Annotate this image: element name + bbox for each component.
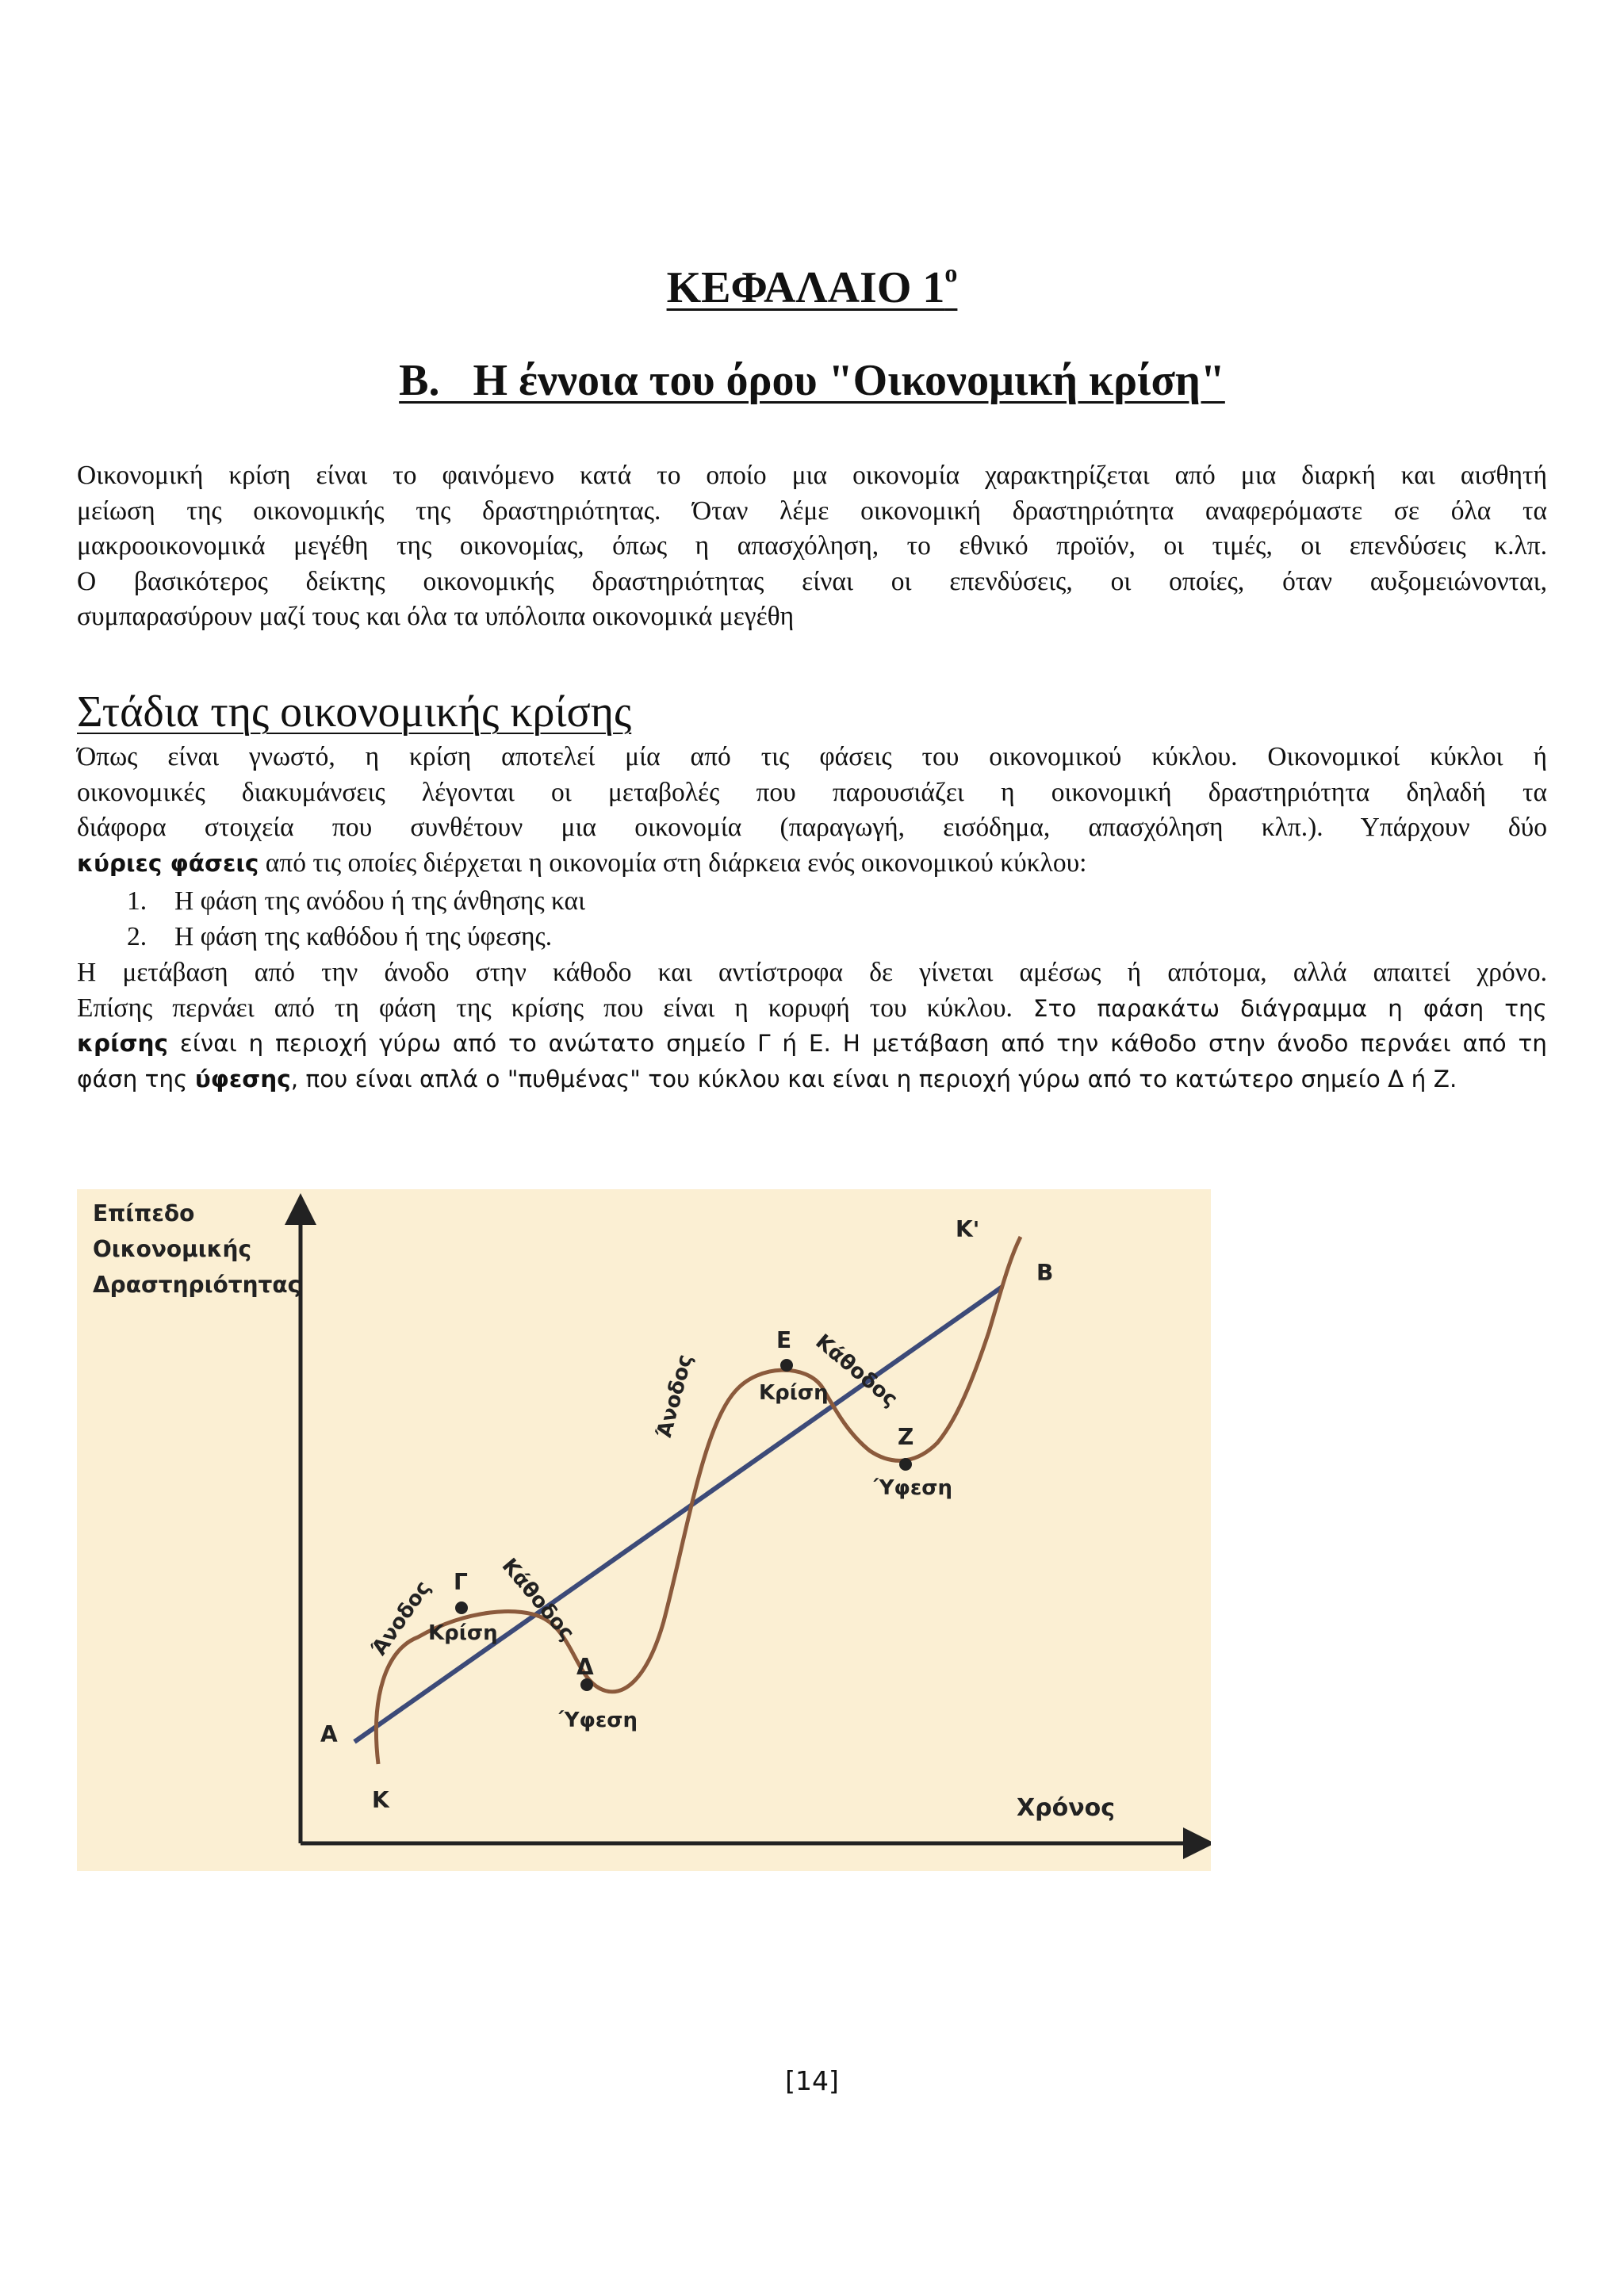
transition-line4-pre: φάση της [77, 1065, 195, 1093]
label-g: Γ [454, 1569, 468, 1595]
crisis-bold: κρίσης [77, 1030, 169, 1057]
main-phases-bold: κύριες φάσεις [77, 849, 259, 877]
transition-sans-part: Στο παρακάτω διάγραμμα η φάση της [1012, 994, 1547, 1022]
label-e: Ε [776, 1327, 792, 1353]
transition-line [77, 1062, 1547, 1097]
list-number: 2. [127, 921, 147, 951]
phases-list [127, 884, 585, 955]
label-k-prime: Κ' [956, 1216, 980, 1242]
point-d-marker [580, 1678, 593, 1691]
business-cycle-diagram [77, 1189, 1211, 1871]
recession-bold: ύφεσης [194, 1065, 291, 1093]
intro-line: συμπαρασύρουν μαζί τους και όλα τα υπόλοιπα οικονομικά μεγέθη [77, 602, 795, 631]
stages-line: Όπως είναι γνωστό, η κρίση αποτελεί μία από τις φάσεις του οικονομικού κύκλου. Οικονομικοί κύκλοι ή [77, 742, 1547, 771]
y-axis-title-line: Οικονομικής [93, 1236, 252, 1262]
label-d: Δ [576, 1654, 594, 1680]
section-title: Β. Η έννοια του όρου "Οικονομική κρίση" [399, 356, 1225, 405]
page-number: [14] [785, 2065, 839, 2096]
label-yfesi-2: Ύφεση [874, 1476, 953, 1500]
business-cycle-figure [77, 1189, 1211, 1871]
transition-paragraph [77, 955, 1547, 1096]
label-yfesi-1: Ύφεση [559, 1709, 638, 1732]
transition-line3-rest: είναι η περιοχή γύρω από το ανώτατο σημείο Γ ή Ε. Η μετάβαση από την κάθοδο στην άνοδο περνάει από τη [168, 1030, 1547, 1057]
list-item [127, 920, 585, 955]
y-axis-title-line: Επίπεδο [93, 1200, 195, 1226]
stages-line: διάφορα στοιχεία που συνθέτουν μια οικονομία (παραγωγή, εισόδημα, απασχόληση κλπ.). Υπάρχουν δύο [77, 813, 1547, 842]
chapter-heading [0, 258, 1624, 315]
label-anodos-1: Άνοδος [367, 1576, 436, 1661]
transition-line4-rest: , που είναι απλά ο "πυθμένας" του κύκλου και είναι η περιοχή γύρω από το κατώτερο σημείο Δ ή Ζ. [290, 1065, 1457, 1093]
label-k: Κ [372, 1787, 389, 1813]
label-kathodos-2: Κάθοδος [810, 1330, 902, 1412]
list-text: Η φάση της καθόδου ή της ύφεσης. [174, 921, 553, 951]
label-anodos-2: Άνοδος [652, 1352, 698, 1441]
point-g-marker [455, 1601, 468, 1614]
list-item [127, 884, 585, 920]
intro-line: μακροοικονομικά μεγέθη της οικονομίας, όπως η απασχόληση, το εθνικό προϊόν, οι τιμές, οι επενδύσεις κ.λπ. [77, 531, 1547, 561]
y-axis-title-line: Δραστηριότητας [93, 1272, 301, 1298]
chapter-title: ΚΕΦΑΛΑΙΟ 1 [666, 263, 945, 312]
intro-line: μείωση της οικονομικής της δραστηριότητας. Όταν λέμε οικονομική δραστηριότητα αναφερόμαστε σε όλα τα [77, 496, 1547, 526]
label-z: Ζ [898, 1424, 914, 1450]
transition-line [77, 1026, 1547, 1062]
stages-line: οικονομικές διακυμάνσεις λέγονται οι μεταβολές που παρουσιάζει η οικονομική δραστηριότητα δηλαδή τα [77, 777, 1547, 807]
stages-line-rest: από τις οποίες διέρχεται η οικονομία στη διάρκεια ενός οικονομικού κύκλου: [259, 848, 1087, 878]
transition-line: Η μετάβαση από την άνοδο στην κάθοδο και αντίστροφα δε γίνεται αμέσως ή απότομα, αλλά απαιτεί χρόνο. [77, 958, 1547, 987]
chapter-superscript: ο [944, 258, 958, 287]
list-number: 1. [127, 886, 147, 916]
stages-heading: Στάδια της οικονομικής κρίσης [77, 687, 632, 737]
transition-line [77, 991, 1547, 1027]
transition-serif-part: Επίσης περνάει από τη φάση της κρίσης που είναι η κορυφή του κύκλου. [77, 993, 1013, 1023]
x-axis-title: Χρόνος [1017, 1794, 1116, 1822]
intro-paragraph [77, 458, 1547, 635]
label-a: Α [320, 1721, 338, 1747]
point-z-marker [899, 1458, 912, 1471]
list-text: Η φάση της ανόδου ή της άνθησης και [174, 886, 586, 916]
label-kathodos-1: Κάθοδος [496, 1554, 579, 1646]
label-krisi-2: Κρίση [759, 1381, 829, 1405]
label-krisi-1: Κρίση [428, 1621, 498, 1645]
stages-paragraph [77, 740, 1547, 881]
stages-line [77, 846, 1547, 882]
intro-line: Οικονομική κρίση είναι το φαινόμενο κατά το οποίο μια οικονομία χαρακτηρίζεται από μια διαρκή και αισθητή [77, 461, 1547, 490]
point-e-marker [780, 1359, 793, 1372]
label-b: Β [1036, 1260, 1054, 1286]
intro-line: Ο βασικότερος δείκτης οικονομικής δραστηριότητας είναι οι επενδύσεις, οι οποίες, όταν αυξομειώνονται, [77, 566, 1547, 596]
